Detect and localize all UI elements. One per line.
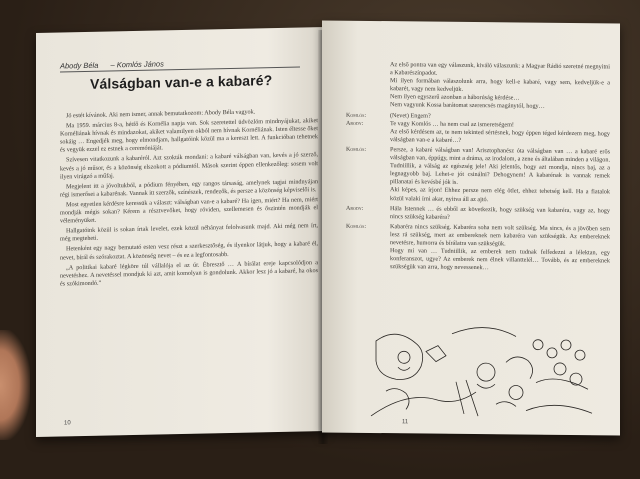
- dialogue-text: Persze, a kabaré válságban van! Arisztophanész óta válságban van … a kabaré erős válságban van, éppúgy, mint a dráma, az irodalom, a zene és általában minden a világon. Tudniillik, a válság az egészség jele! Aki jelentős, hogy azt mondja, nincs baj, az a legnagyobb baj. Lehet-e jót csinálni? Dehogynem! A kabarénak is vannak remek pillanatai és kevésbé jók is.: [390, 146, 610, 187]
- paragraph: Szívesen vitatkozunk a kabaréról. Azt szokták mondani: a kabaré válságban van, kevés a jó szerző, kevés a jó műsor, és a közönség elszokott a pódiumtól. Mások szerint éppen ellenkezőleg: sosem volt ilyen virágzó a műfaj.: [60, 151, 318, 181]
- article-title: Válságban van-e a kabaré?: [90, 72, 273, 92]
- running-head: [60, 58, 300, 73]
- paragraph: Megjelent itt a jóvoltukból, a pódium fényében, egy rangos társaság, amelynek tagjai mindnyájan régi ismerősei a kabarénak. Vannak itt szerzők, színészek, rendezők, és persze a közönség képviselői is.: [60, 177, 318, 199]
- coauthor-name: Komlós János: [116, 59, 164, 70]
- dialogue-line: [346, 127, 610, 146]
- author-separator: –: [110, 60, 115, 70]
- speaker: [346, 186, 390, 203]
- dialogue-text: Mi ilyen formában válaszolunk arra, hogy kell-e kabaré, vagy sem, kedveljük-e a kabarét, vagy nem kedveljük.: [390, 77, 610, 94]
- dialogue-line: [346, 186, 610, 205]
- speaker: [346, 77, 390, 94]
- dialogue-text: Nem ilyen egyszerű azonban a háborúság kérdése…: [390, 93, 520, 102]
- dialogue-line: [346, 101, 610, 112]
- thumb-holding-page: [0, 330, 30, 440]
- right-body-text: [346, 61, 610, 274]
- dialogue-line: [346, 247, 610, 274]
- paragraph: Jó estét kívánok. Aki nem ismer, annak bemutatkozom: Abody Béla vagyok.: [66, 108, 256, 120]
- paragraph: Most egyetlen kérdésre keressük a választ: válságban van-e a kabaré? Ha igen, miért? Ha nem, miért mondják mégis sokan? Kérem a résztvevőket, hogy röviden, szellemesen és őszintén mondják el véleményüket.: [60, 196, 318, 225]
- curtain-shape: [376, 334, 423, 380]
- speaker: Abody:: [346, 205, 364, 212]
- intro-text: Az első pontra van egy válaszunk, kiváló válaszunk: a Magyar Rádió szeretné megnyitni a Kabarészínpadot.: [390, 61, 610, 77]
- author-name: Abody Béla: [60, 60, 99, 71]
- dialogue-text: Hogy mi van … Tudniillik, az emberek nem tudnak felfedezni a lélektan, egy konferanszot, ugye? Az emberek nem élnek villanttelél… Tovább, és az embereknek szükségük van arra, hogy nevessenek…: [390, 247, 610, 272]
- speaker: Komlós:: [346, 112, 367, 119]
- dialogue-text: Te vagy Komlós … ha nem csal az ismeretségem!: [390, 119, 514, 129]
- cartoon-illustration: [366, 321, 598, 426]
- speaker: Komlós:: [346, 146, 367, 153]
- paragraph: Ma 1959. március 8-a, hétfő és Kornélia napja van. Sok szeretettel üdvözlöm mindnyájukat, akiket Kornéliának hívnak és mindazokat, akiket valamilyen okból nem hívnak Kornéliának. Isten éltesse őket sokáig … Engedjék meg, hogy elmondjam, hallgatóink közül ma a kereszt lett. A funkcióban tehetnek és vegyük ezzel ez estnek a ceremóniáját.: [60, 117, 318, 154]
- dialogue-text: Az első kérdésem az, te nem tekinted sértésnek, hogy éppen téged kérdezem meg, hogy válságban van-e a kabaré…?: [390, 127, 610, 144]
- dialogue-line: [346, 222, 610, 249]
- speaker: Komlós:: [346, 223, 367, 230]
- page-number-right: 11: [402, 419, 409, 426]
- dialogue-line: [346, 204, 610, 223]
- dialogue-text: Kabaréra nincs szükség. Kabaréra soha nem volt szükség. Ma sincs, és a jövőben sem lesz rá szükség, mert az embereknek nem kabaréra van szükségük. Az embereknek nevetésre, humorra és bírálatra van szükségük.: [390, 222, 610, 248]
- speaker: [346, 247, 390, 272]
- paragraph: „A politikai kabaré légköre túl vállalója el az úr. Ébresztő … A bírálat ereje kapcsolódjon a nevetéshez. A nevetéssel mondjuk ki azt, amit komolyan is gondolunk. Akkor lesz jó a kabaré, ha okos és szókimondó.”: [60, 258, 318, 288]
- speaker: Abody:: [346, 120, 364, 127]
- dialogue-text: Nem vagyunk Kossa barátomat szerencsés magánytól, hogy…: [390, 101, 545, 111]
- page-number-left: 10: [64, 420, 71, 427]
- dialogue-text: Hála Istennek … és ebből az következik, hogy szükség van kabaréra, vagy az, hogy nincs szükség kabaréra?: [390, 204, 610, 221]
- paragraph: Hallgatóink közül is sokan írtak levelet, ezek közül néhányat felolvasunk majd. Aki még nem írt, még megteheti.: [60, 222, 318, 243]
- speaker: [346, 127, 390, 144]
- left-page: [36, 27, 326, 437]
- left-body-text: [60, 107, 318, 290]
- dialogue-text: (Nevet) Engem?: [390, 111, 431, 120]
- dialogue-text: Aki képes, az írjon! Ehhez persze nem elég ötlet, ehhez tehetség kell. Ha a fiatalok közül valaki írni akar, nyitva áll az ajtó.: [390, 186, 610, 203]
- right-page: [322, 20, 620, 435]
- dialogue-line: [346, 146, 610, 189]
- paragraph: Hetenként egy nagy bemutató esten vesz részt a szerkesztőség, és ilyenkor látjuk, hogy a kabaré él, nevet, bírál és szórakoztat. A közönség nevet – és ez a legfontosabb.: [60, 240, 318, 262]
- open-book: [22, 12, 622, 452]
- speaker: [346, 101, 390, 110]
